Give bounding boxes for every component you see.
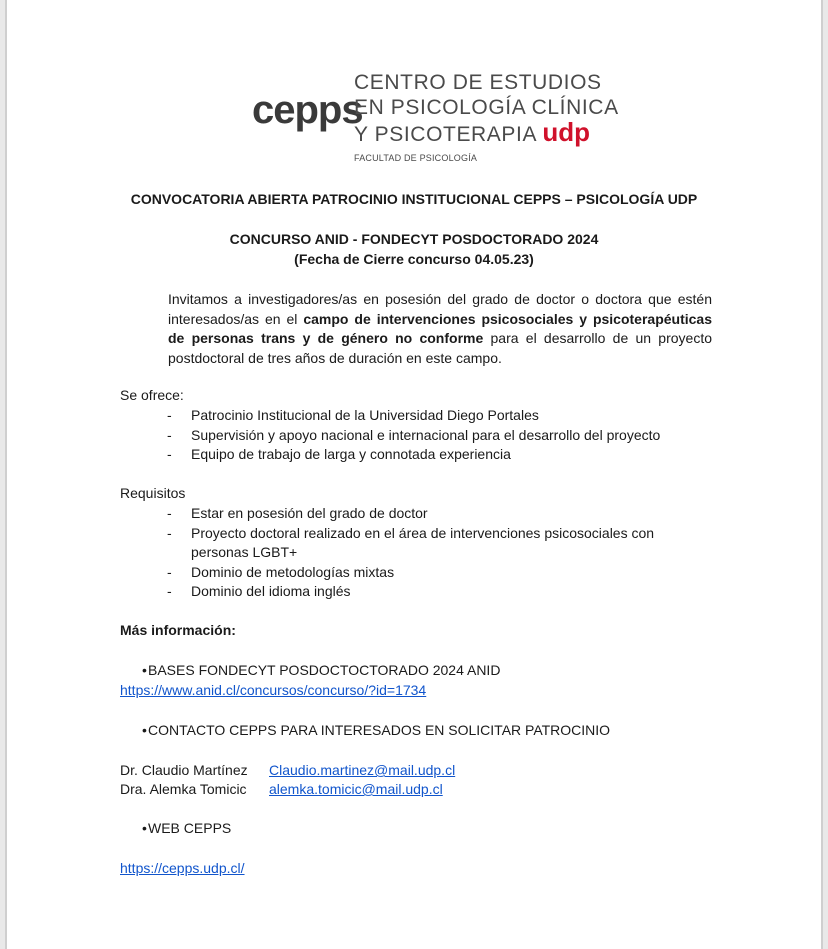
logo-line-3-text: Y PSICOTERAPIA — [354, 123, 536, 146]
intro-paragraph — [168, 290, 712, 368]
web-bullet: •WEB CEPPS — [142, 820, 232, 836]
list-item: - Estar en posesión del grado de doctor — [167, 505, 428, 521]
contact-email-tomicic[interactable]: alemka.tomicic@mail.udp.cl — [269, 781, 443, 797]
list-item: - Equipo de trabajo de larga y connotada experiencia — [167, 446, 511, 462]
contact-email-martinez[interactable]: Claudio.martinez@mail.udp.cl — [269, 762, 456, 778]
heading-convocatoria: CONVOCATORIA ABIERTA PATROCINIO INSTITUCIONAL CEPPS – PSICOLOGÍA UDP — [130, 191, 698, 207]
document-page — [7, 0, 821, 949]
requirements-title: Requisitos — [120, 485, 186, 501]
logo-line-2: EN PSICOLOGÍA CLÍNICA — [354, 96, 619, 119]
intro-text-bold: campo de intervenciones psicosociales y psicoterapéuticas de personas trans y de género no conforme — [168, 310, 712, 346]
logo-mark: cepps — [252, 88, 363, 132]
bases-bullet: •BASES FONDECYT POSDOCTOCTORADO 2024 ANID — [142, 662, 501, 678]
offer-list — [167, 406, 660, 465]
contact-name-martinez: Dr. Claudio Martínez — [120, 762, 248, 778]
list-item: - Dominio del idioma inglés — [167, 583, 351, 599]
intro-text-2: para el desarrollo de un proyecto postdoctoral de tres años de duración en este campo. — [168, 330, 712, 366]
logo-subtitle: FACULTAD DE PSICOLOGÍA — [354, 153, 478, 163]
web-link[interactable]: https://cepps.udp.cl/ — [120, 860, 245, 876]
bases-label: BASES FONDECYT POSDOCTOCTORADO 2024 ANID — [148, 662, 501, 678]
heading-concurso: CONCURSO ANID - FONDECYT POSDOCTORADO 2024 — [229, 231, 599, 247]
more-info-title: Más información: — [120, 622, 236, 638]
logo-line-1: CENTRO DE ESTUDIOS — [354, 71, 602, 94]
logo-line-3 — [354, 117, 619, 147]
udp-logo: udp — [542, 117, 590, 147]
list-item: - Proyecto doctoral realizado en el área de intervenciones psicosociales con — [167, 524, 655, 541]
contact-name-tomicic: Dra. Alemka Tomicic — [120, 781, 247, 797]
logo-text — [354, 70, 619, 163]
bases-link[interactable]: https://www.anid.cl/concursos/concurso/?id=1734 — [120, 682, 427, 698]
intro-text-1: Invitamos a investigadores/as en posesión del grado de doctor o doctora que estén interesados/as en el — [168, 291, 712, 327]
offer-title: Se ofrece: — [120, 387, 184, 403]
contact-label: CONTACTO CEPPS PARA INTERESADOS EN SOLICITAR PATROCINIO — [148, 722, 611, 738]
list-item-continuation: personas LGBT+ — [191, 544, 298, 560]
list-item: - Patrocinio Institucional de la Universidad Diego Portales — [167, 407, 539, 423]
contact-bullet: •CONTACTO CEPPS PARA INTERESADOS EN SOLICITAR PATROCINIO — [142, 722, 611, 738]
web-label: WEB CEPPS — [148, 820, 232, 836]
list-item: - Supervisión y apoyo nacional e internacional para el desarrollo del proyecto — [167, 426, 661, 443]
requirements-list — [167, 504, 654, 602]
list-item: - Dominio de metodologías mixtas — [167, 563, 395, 580]
heading-fecha-cierre: (Fecha de Cierre concurso 04.05.23) — [294, 251, 534, 267]
cepps-logo — [252, 70, 619, 170]
